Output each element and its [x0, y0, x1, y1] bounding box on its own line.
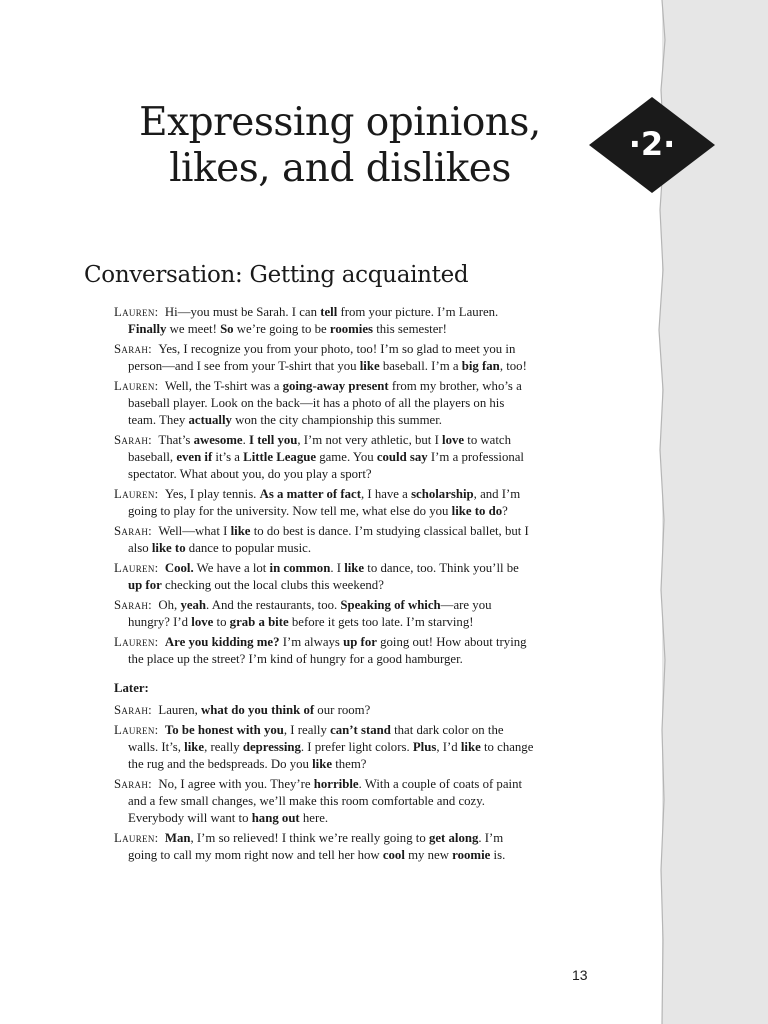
- dialogue-text: to change the rug and the bedspreads. Do you: [128, 740, 534, 771]
- dialogue-text: No, I agree with you. They’re: [158, 777, 314, 791]
- section-heading: Conversation: Getting acquainted: [84, 262, 469, 288]
- dialogue-text: going out! How about trying the place up the street? I’m kind of hungry for a good hamburger.: [128, 635, 527, 666]
- dialogue-text: . With a couple of coats of paint and a few small changes, we’ll make this room comfortable and cozy. Everybody will want to: [128, 777, 523, 825]
- vocab-phrase: So: [220, 322, 234, 336]
- dialogue-part-one: [114, 304, 534, 668]
- vocab-phrase: going-away present: [282, 379, 389, 393]
- dialogue-line: [114, 722, 534, 773]
- speaker-name: Lauren:: [114, 561, 159, 575]
- dialogue-line: [114, 702, 534, 719]
- later-subheading: Later:: [114, 681, 149, 695]
- chapter-title: Expressing opinions, likes, and dislikes: [139, 100, 541, 191]
- dialogue-text: this semester!: [373, 322, 447, 336]
- dialogue-text: to do best is dance. I’m studying classical ballet, but I also: [128, 524, 529, 555]
- dialogue-line: [114, 378, 534, 429]
- speaker-name: Lauren:: [114, 635, 159, 649]
- dialogue-text: to: [213, 615, 230, 629]
- vocab-phrase: Cool.: [164, 561, 194, 575]
- vocab-phrase: up for: [128, 578, 162, 592]
- dialogue-text: That’s: [158, 433, 194, 447]
- speaker-name: Sarah:: [114, 598, 152, 612]
- dialogue-text: .: [242, 433, 250, 447]
- dialogue-text: . I’m going to call my mom right now and tell her how: [128, 831, 504, 862]
- dialogue-text: before it gets too late. I’m starving!: [288, 615, 474, 629]
- page-number: 13: [572, 967, 588, 983]
- dialogue-text: won the city championship this summer.: [231, 413, 442, 427]
- dialogue-text: We have a lot: [193, 561, 270, 575]
- vocab-phrase: like: [230, 524, 251, 538]
- dialogue-text: , and I’m going to play for the university. Now tell me, what else do you: [128, 487, 521, 518]
- vocab-phrase: Man: [164, 831, 191, 845]
- dialogue-text: Oh,: [158, 598, 181, 612]
- dialogue-line: [114, 597, 534, 631]
- vocab-phrase: Little League: [243, 450, 317, 464]
- dialogue-block: [114, 304, 534, 867]
- dialogue-text: Yes, I recognize you from your photo, too! I’m so glad to meet you in person—and I see from your T-shirt that you: [128, 342, 516, 373]
- dialogue-text: I’m a professional spectator. What about you, do you play a sport?: [128, 450, 524, 481]
- speaker-name: Lauren:: [114, 305, 159, 319]
- vocab-phrase: roomie: [452, 848, 491, 862]
- dialogue-text: dance to popular music.: [185, 541, 312, 555]
- vocab-phrase: hang out: [251, 811, 300, 825]
- vocab-phrase: can’t stand: [330, 723, 391, 737]
- vocab-phrase: awesome: [193, 433, 243, 447]
- dialogue-line: [114, 432, 534, 483]
- dialogue-text: Hi—you must be Sarah. I can: [164, 305, 321, 319]
- dialogue-text: them?: [332, 757, 367, 771]
- vocab-phrase: Plus: [412, 740, 437, 754]
- dialogue-text: we meet!: [166, 322, 221, 336]
- vocab-phrase: get along: [428, 831, 479, 845]
- vocab-phrase: Speaking of which: [340, 598, 441, 612]
- vocab-phrase: scholarship: [411, 487, 474, 501]
- dialogue-text: from my brother, who’s a baseball player. Look on the back—it has a photo of all the players on his team. They: [128, 379, 522, 427]
- dialogue-text: I’m always: [279, 635, 344, 649]
- dialogue-text: we’re going to be: [233, 322, 330, 336]
- dialogue-text: . I prefer light colors.: [300, 740, 413, 754]
- vocab-phrase: actually: [188, 413, 232, 427]
- speaker-name: Lauren:: [114, 723, 159, 737]
- vocab-phrase: love: [191, 615, 214, 629]
- vocab-phrase: in common: [269, 561, 331, 575]
- vocab-phrase: grab a bite: [229, 615, 289, 629]
- vocab-phrase: even if: [176, 450, 213, 464]
- vocab-phrase: like: [312, 757, 333, 771]
- vocab-phrase: yeah: [180, 598, 207, 612]
- vocab-phrase: Finally: [128, 322, 167, 336]
- dialogue-line: [114, 341, 534, 375]
- dialogue-text: my new: [404, 848, 453, 862]
- dialogue-text: Well—what I: [158, 524, 231, 538]
- speaker-name: Sarah:: [114, 342, 152, 356]
- speaker-name: Lauren:: [114, 487, 159, 501]
- dialogue-text: is.: [490, 848, 506, 862]
- vocab-phrase: could say: [376, 450, 428, 464]
- vocab-phrase: Are you kidding me?: [164, 635, 280, 649]
- dialogue-text: that dark color on the walls. It’s,: [128, 723, 504, 754]
- vocab-phrase: like to do: [451, 504, 503, 518]
- vocab-phrase: what do you think of: [201, 703, 315, 717]
- dialogue-text: . I: [330, 561, 345, 575]
- dialogue-line: [114, 523, 534, 557]
- vocab-phrase: cool: [382, 848, 405, 862]
- dialogue-text: , I really: [283, 723, 331, 737]
- vocab-phrase: roomies: [329, 322, 374, 336]
- vocab-phrase: like: [344, 561, 365, 575]
- dialogue-text: game. You: [316, 450, 377, 464]
- dialogue-text: to watch baseball,: [128, 433, 511, 464]
- dialogue-text: ?: [502, 504, 508, 518]
- vocab-phrase: depressing: [242, 740, 301, 754]
- speaker-name: Sarah:: [114, 703, 152, 717]
- dialogue-text: , I’m so relieved! I think we’re really going to: [190, 831, 429, 845]
- dialogue-line: [114, 560, 534, 594]
- vocab-phrase: horrible: [313, 777, 359, 791]
- dialogue-text: —are you hungry? I’d: [128, 598, 492, 629]
- dialogue-text: Yes, I play tennis.: [164, 487, 260, 501]
- dialogue-text: here.: [299, 811, 329, 825]
- vocab-phrase: like: [184, 740, 205, 754]
- dialogue-text: to dance, too. Think you’ll be: [364, 561, 519, 575]
- dialogue-line: [114, 486, 534, 520]
- dialogue-text: . And the restaurants, too.: [206, 598, 341, 612]
- vocab-phrase: like to: [151, 541, 186, 555]
- speaker-name: Lauren:: [114, 831, 159, 845]
- dialogue-text: Lauren,: [158, 703, 202, 717]
- dialogue-text: Well, the T-shirt was a: [164, 379, 283, 393]
- dialogue-text: , I’m not very athletic, but I: [297, 433, 443, 447]
- dialogue-text: , too!: [499, 359, 527, 373]
- dialogue-text: our room?: [314, 703, 371, 717]
- dialogue-line: [114, 830, 534, 864]
- vocab-phrase: love: [442, 433, 465, 447]
- dialogue-text: , really: [204, 740, 243, 754]
- dialogue-line: [114, 776, 534, 827]
- vocab-phrase: like: [359, 359, 380, 373]
- vocab-phrase: To be honest with you: [164, 723, 284, 737]
- dialogue-part-two: [114, 702, 534, 864]
- chapter-number: ·2·: [628, 125, 676, 163]
- dialogue-line: [114, 304, 534, 338]
- speaker-name: Sarah:: [114, 433, 152, 447]
- dialogue-text: it’s a: [212, 450, 244, 464]
- vocab-phrase: like: [460, 740, 481, 754]
- vocab-phrase: As a matter of fact: [259, 487, 361, 501]
- dialogue-line: [114, 634, 534, 668]
- vocab-phrase: I tell you: [249, 433, 298, 447]
- vocab-phrase: big fan: [461, 359, 500, 373]
- speaker-name: Sarah:: [114, 524, 152, 538]
- vocab-phrase: up for: [343, 635, 377, 649]
- speaker-name: Lauren:: [114, 379, 159, 393]
- dialogue-text: , I have a: [360, 487, 412, 501]
- dialogue-text: from your picture. I’m Lauren.: [337, 305, 499, 319]
- dialogue-text: checking out the local clubs this weekend?: [161, 578, 384, 592]
- speaker-name: Sarah:: [114, 777, 152, 791]
- dialogue-text: , I’d: [436, 740, 461, 754]
- vocab-phrase: tell: [320, 305, 338, 319]
- dialogue-text: baseball. I’m a: [379, 359, 462, 373]
